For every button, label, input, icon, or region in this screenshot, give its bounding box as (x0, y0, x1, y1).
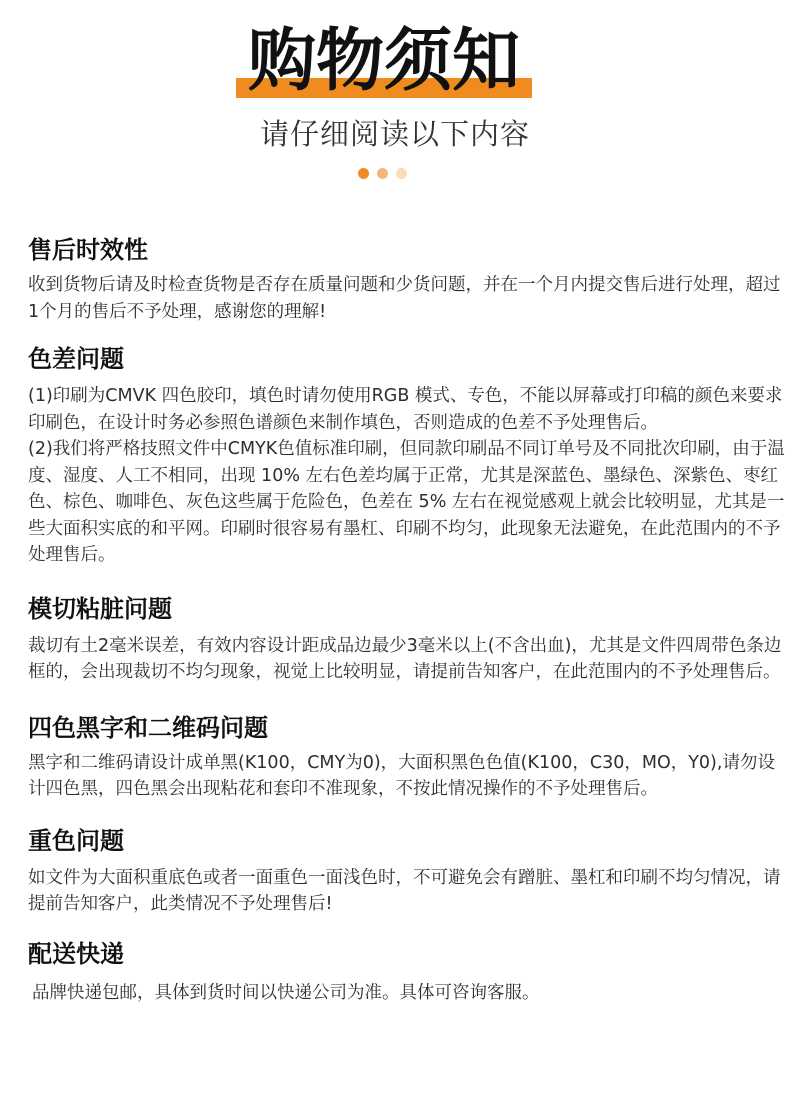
section-paragraph: (2)我们将严格技照文件中CMYK色值标准印刷，但同款印刷品不同订单号及不同批次印刷，由于温度、湿度、人工不相同，出现 10% 左右色差均属于正常，尤其是深蓝色、墨绿色、深紫色、枣红色、棕色、咖啡色、灰色这些属于危险色，色差在 5% 左右在视觉感观上就会比较明显，尤其是一些大面积实底的和平网。印刷时很容易有墨杠、印刷不均匀，此现象无法避免，在此范围内的不予处理售后。 (28, 439, 785, 565)
section-black-text-qr (28, 708, 788, 803)
section-paragraph: 黑字和二维码请设计成单黑(K100，CMY为0)，大面积黑色色值(K100，C30，MO，Y0),请勿设计四色黑，四色黑会出现粘花和套印不准现象，不按此情况操作的不予处理售后。 (28, 752, 775, 799)
page-header (0, 0, 790, 200)
section-paragraph: 收到货物后请及时检查货物是否存在质量问题和少货问题，并在一个月内提交售后进行处理，超过1个月的售后不予处理，感谢您的理解! (28, 275, 781, 322)
section-paragraph: 如文件为大面积重底色或者一面重色一面浅色时，不可避免会有蹭脏、墨杠和印刷不均匀情况，请提前告知客户，此类情况不予处理售后! (28, 867, 781, 914)
notice-sections (28, 230, 788, 1006)
section-color-difference (28, 339, 788, 569)
dot-icon (358, 168, 369, 179)
section-die-cut-smudge (28, 589, 788, 686)
dot-icon (396, 168, 407, 179)
section-paragraph: (1)印刷为CMVK 四色胶印，填色时请勿使用RGB 模式、专色，不能以屏幕或打印稿的颜色来要求印刷色，在设计时务必参照色谱颜色来制作填色，否则造成的色差不予处理售后。 (28, 386, 783, 433)
section-title: 色差问题 (28, 345, 124, 373)
section-title: 四色黑字和二维码问题 (28, 713, 268, 742)
decorative-dots (358, 168, 418, 182)
section-delivery (28, 934, 788, 1007)
section-after-sales-timeliness (28, 230, 788, 325)
section-paragraph: 品牌快递包邮，具体到货时间以快递公司为准。具体可咨询客服。 (32, 982, 540, 1003)
section-title: 重色问题 (28, 826, 124, 855)
section-title: 模切粘脏问题 (28, 594, 172, 623)
section-title: 售后时效性 (28, 236, 148, 264)
page-title: 购物须知 (247, 22, 520, 101)
section-paragraph: 裁切有土2毫米误差，有效内容设计距成品边最少3毫米以上(不含出血)，尤其是文件四周带色条边框的，会出现裁切不均匀现象，视觉上比较明显，请提前告知客户，在此范围内的不予处理售后。 (28, 635, 782, 682)
section-heavy-color (28, 821, 788, 918)
dot-icon (377, 168, 388, 179)
title-block (236, 22, 532, 102)
page-subtitle: 请仔细阅读以下内容 (259, 117, 530, 151)
section-title: 配送快递 (28, 939, 124, 968)
